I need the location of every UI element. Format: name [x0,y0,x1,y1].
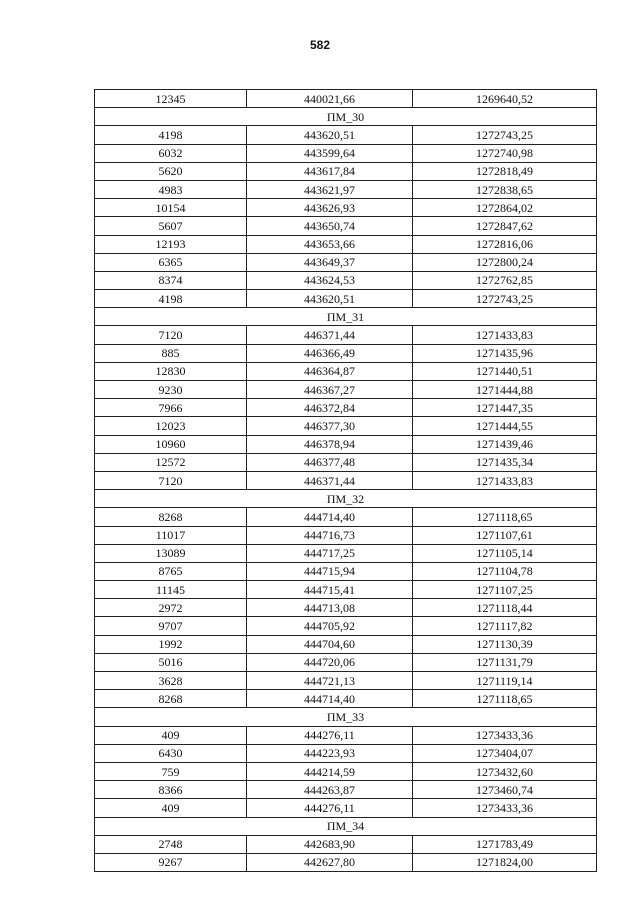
table-row [95,362,597,380]
table-row [95,581,597,599]
point-number-cell: 12023 [95,417,247,435]
table-row [95,690,597,708]
coordinates-table [94,89,597,872]
y-coordinate-cell: 1271444,55 [413,417,597,435]
table-row [95,471,597,489]
point-number-cell: 4983 [95,180,247,198]
point-number-cell: 12193 [95,235,247,253]
y-coordinate-cell: 1271447,35 [413,399,597,417]
point-number-cell: 8366 [95,781,247,799]
table-row [95,417,597,435]
y-coordinate-cell: 1272743,25 [413,290,597,308]
point-number-cell: 8268 [95,690,247,708]
y-coordinate-cell: 1271433,83 [413,471,597,489]
point-number-cell: 11145 [95,581,247,599]
point-number-cell: 12830 [95,362,247,380]
table-row [95,126,597,144]
y-coordinate-cell: 1272847,62 [413,217,597,235]
x-coordinate-cell: 444223,93 [247,744,413,762]
y-coordinate-cell: 1272816,06 [413,235,597,253]
x-coordinate-cell: 444715,94 [247,562,413,580]
y-coordinate-cell: 1272800,24 [413,253,597,271]
point-number-cell: 13089 [95,544,247,562]
x-coordinate-cell: 446366,49 [247,344,413,362]
x-coordinate-cell: 444720,06 [247,653,413,671]
x-coordinate-cell: 443624,53 [247,271,413,289]
section-label: ПМ_31 [95,308,597,326]
table-row [95,290,597,308]
table-row [95,835,597,853]
y-coordinate-cell: 1271783,49 [413,835,597,853]
table-row [95,435,597,453]
x-coordinate-cell: 446367,27 [247,381,413,399]
table-row [95,162,597,180]
y-coordinate-cell: 1272864,02 [413,199,597,217]
x-coordinate-cell: 443599,64 [247,144,413,162]
point-number-cell: 8268 [95,508,247,526]
x-coordinate-cell: 444705,92 [247,617,413,635]
table-row [95,271,597,289]
point-number-cell: 2972 [95,599,247,617]
point-number-cell: 2748 [95,835,247,853]
y-coordinate-cell: 1271439,46 [413,435,597,453]
x-coordinate-cell: 444263,87 [247,781,413,799]
table-row [95,144,597,162]
x-coordinate-cell: 446364,87 [247,362,413,380]
y-coordinate-cell: 1272740,98 [413,144,597,162]
point-number-cell: 9267 [95,853,247,871]
y-coordinate-cell: 1271433,83 [413,326,597,344]
x-coordinate-cell: 444276,11 [247,726,413,744]
table-row [95,508,597,526]
y-coordinate-cell: 1269640,52 [413,90,597,108]
x-coordinate-cell: 446371,44 [247,326,413,344]
x-coordinate-cell: 443620,51 [247,290,413,308]
x-coordinate-cell: 444714,40 [247,690,413,708]
table-row [95,617,597,635]
point-number-cell: 3628 [95,672,247,690]
point-number-cell: 5016 [95,653,247,671]
section-label: ПМ_32 [95,490,597,508]
y-coordinate-cell: 1271119,14 [413,672,597,690]
x-coordinate-cell: 446372,84 [247,399,413,417]
y-coordinate-cell: 1271824,00 [413,853,597,871]
point-number-cell: 10960 [95,435,247,453]
x-coordinate-cell: 444704,60 [247,635,413,653]
point-number-cell: 10154 [95,199,247,217]
y-coordinate-cell: 1271130,39 [413,635,597,653]
point-number-cell: 7120 [95,471,247,489]
point-number-cell: 409 [95,799,247,817]
x-coordinate-cell: 443620,51 [247,126,413,144]
y-coordinate-cell: 1271435,96 [413,344,597,362]
point-number-cell: 4198 [95,126,247,144]
table-row [95,344,597,362]
x-coordinate-cell: 446377,30 [247,417,413,435]
point-number-cell: 1992 [95,635,247,653]
point-number-cell: 7966 [95,399,247,417]
y-coordinate-cell: 1271117,82 [413,617,597,635]
x-coordinate-cell: 443617,84 [247,162,413,180]
point-number-cell: 7120 [95,326,247,344]
point-number-cell: 9707 [95,617,247,635]
y-coordinate-cell: 1273460,74 [413,781,597,799]
y-coordinate-cell: 1273432,60 [413,762,597,780]
section-label: ПМ_33 [95,708,597,726]
table-row [95,653,597,671]
x-coordinate-cell: 442683,90 [247,835,413,853]
point-number-cell: 8765 [95,562,247,580]
y-coordinate-cell: 1271435,34 [413,453,597,471]
table-row [95,562,597,580]
x-coordinate-cell: 443626,93 [247,199,413,217]
y-coordinate-cell: 1271444,88 [413,381,597,399]
table-row [95,381,597,399]
y-coordinate-cell: 1273433,36 [413,799,597,817]
y-coordinate-cell: 1272743,25 [413,126,597,144]
table-row [95,781,597,799]
table-row [95,199,597,217]
x-coordinate-cell: 444276,11 [247,799,413,817]
y-coordinate-cell: 1271107,25 [413,581,597,599]
y-coordinate-cell: 1271107,61 [413,526,597,544]
page-number: 582 [309,38,331,52]
x-coordinate-cell: 444214,59 [247,762,413,780]
table-row [95,799,597,817]
x-coordinate-cell: 443649,37 [247,253,413,271]
y-coordinate-cell: 1272762,85 [413,271,597,289]
y-coordinate-cell: 1271440,51 [413,362,597,380]
x-coordinate-cell: 446378,94 [247,435,413,453]
x-coordinate-cell: 444721,13 [247,672,413,690]
table-row [95,599,597,617]
table-row [95,90,597,108]
point-number-cell: 4198 [95,290,247,308]
x-coordinate-cell: 443653,66 [247,235,413,253]
table-row [95,326,597,344]
point-number-cell: 759 [95,762,247,780]
table-row [95,526,597,544]
y-coordinate-cell: 1271131,79 [413,653,597,671]
x-coordinate-cell: 443621,97 [247,180,413,198]
y-coordinate-cell: 1273433,36 [413,726,597,744]
section-header-row [95,108,597,126]
section-header-row [95,308,597,326]
x-coordinate-cell: 444716,73 [247,526,413,544]
coordinates-table-body [95,90,597,872]
table-row [95,180,597,198]
y-coordinate-cell: 1271104,78 [413,562,597,580]
section-header-row [95,817,597,835]
y-coordinate-cell: 1271118,44 [413,599,597,617]
point-number-cell: 12345 [95,90,247,108]
table-row [95,217,597,235]
table-row [95,253,597,271]
x-coordinate-cell: 444713,08 [247,599,413,617]
point-number-cell: 409 [95,726,247,744]
x-coordinate-cell: 442627,80 [247,853,413,871]
table-row [95,544,597,562]
table-row [95,453,597,471]
table-row [95,672,597,690]
point-number-cell: 5620 [95,162,247,180]
x-coordinate-cell: 444715,41 [247,581,413,599]
y-coordinate-cell: 1271105,14 [413,544,597,562]
x-coordinate-cell: 444714,40 [247,508,413,526]
y-coordinate-cell: 1272838,65 [413,180,597,198]
x-coordinate-cell: 440021,66 [247,90,413,108]
point-number-cell: 885 [95,344,247,362]
table-row [95,726,597,744]
point-number-cell: 6365 [95,253,247,271]
section-label: ПМ_30 [95,108,597,126]
x-coordinate-cell: 444717,25 [247,544,413,562]
x-coordinate-cell: 446377,48 [247,453,413,471]
point-number-cell: 11017 [95,526,247,544]
y-coordinate-cell: 1271118,65 [413,508,597,526]
section-label: ПМ_34 [95,817,597,835]
point-number-cell: 8374 [95,271,247,289]
table-row [95,635,597,653]
point-number-cell: 6032 [95,144,247,162]
table-row [95,399,597,417]
section-header-row [95,708,597,726]
point-number-cell: 12572 [95,453,247,471]
table-row [95,235,597,253]
table-row [95,762,597,780]
x-coordinate-cell: 443650,74 [247,217,413,235]
section-header-row [95,490,597,508]
y-coordinate-cell: 1271118,65 [413,690,597,708]
y-coordinate-cell: 1272818,49 [413,162,597,180]
table-row [95,853,597,871]
point-number-cell: 6430 [95,744,247,762]
x-coordinate-cell: 446371,44 [247,471,413,489]
y-coordinate-cell: 1273404,07 [413,744,597,762]
point-number-cell: 5607 [95,217,247,235]
table-row [95,744,597,762]
point-number-cell: 9230 [95,381,247,399]
